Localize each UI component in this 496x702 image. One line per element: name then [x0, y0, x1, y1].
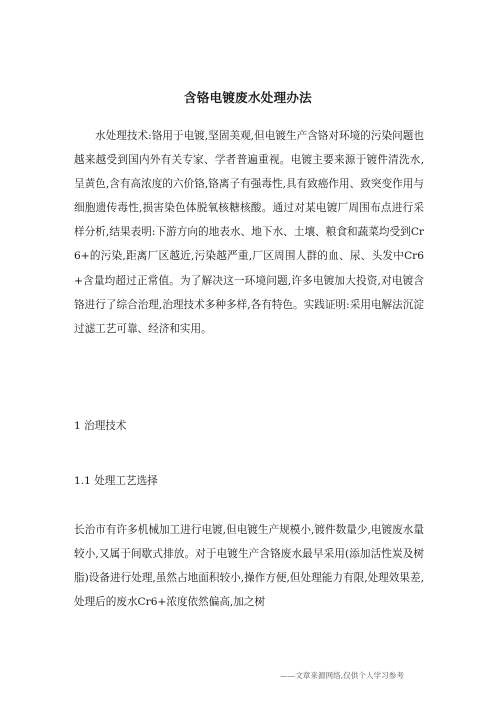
body-paragraph: 长治市有许多机械加工进行电镀,但电镀生产规模小,镀件数量少,电镀废水量较小,又属于间歇式排放。对于电镀生产含铬废水最早采用(添加活性炭及树脂)设备进行处理,虽然占地面积较小,操作方便,但处理能力有限,处理效果差,处理后的废水Cr6+浓度依然偏高,加之树	[74, 524, 424, 609]
footer-note: ——文章来源网络,仅供个人学习参考	[280, 671, 404, 680]
section-heading: 1 治理技术	[74, 420, 127, 432]
document-title: 含铬电镀废水处理办法	[183, 90, 312, 105]
subsection-heading: 1.1 处理工艺选择	[74, 475, 158, 487]
intro-paragraph: 水处理技术:铬用于电镀,坚固美观,但电镀生产含铬对环境的污染问题也越来越受到国内外有关专家、学者普遍重视。电镀主要来源于镀件清洗水,呈黄色,含有高浓度的六价铬,铬离子有强毒性,具有致癌作用、致突变作用与细胞遗传毒性,损害染色体脱氧核糖核酸。通过对某电镀厂周围布点进行采样分析,结果表明:下游方向的地表水、地下水、土壤、粮食和蔬菜均受到Cr6+的污染,距离厂区越近,污染越严重,厂区周围人群的血、尿、头发中Cr6+含量均超过正常值。为了解决这一环境问题,许多电镀加大投资,对电镀含铬进行了综合治理,治理技术多种多样,各有特色。实践证明:采用电解法沉淀过滤工艺可靠、经济和实用。	[74, 130, 424, 335]
